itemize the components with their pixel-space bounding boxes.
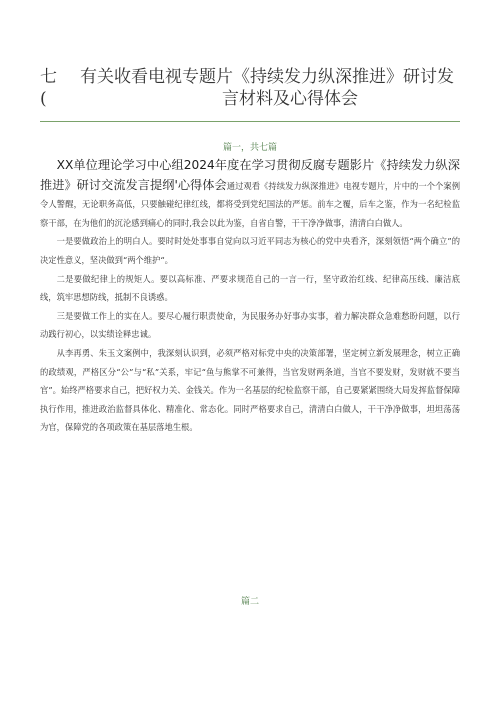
paragraph: 二是要做纪律上的规矩人。要以高标准、严要求规范自己的一言一行，坚守政治红线、纪律高压线、廉洁底线，筑牢思想防线，抵制不良诱惑。 <box>40 273 460 303</box>
title-prefix-line1: 七 <box>40 67 57 87</box>
article-heading: XX单位理论学习中心组2024年度在学习贯彻反腐专题影片《持续发力纵深推进》研讨交流发言提纲'心得体会 <box>40 158 460 192</box>
document-title <box>40 66 460 114</box>
paragraph: 三是要做工作上的实在人。要尽心履行职责使命，为民服务办好事办实事，着力解决群众急难愁盼问题，以行动践行初心，以实绩诠释忠诚。 <box>40 310 460 340</box>
title-divider <box>40 121 460 122</box>
paragraph-intro <box>40 156 460 232</box>
title-text <box>80 66 460 110</box>
document-body <box>40 156 460 437</box>
paragraph-intro-text: 通过观看《持续发力纵深推进》电视专题片，片中的一个个案例令人警醒，无论职务高低，只要触碰纪律红线，都将受到党纪国法的严惩。前车之覆，后车之鉴，作为一名纪检监察干部，在为他们的沉沦感到痛心的同时,我会以此为鉴，自省自警，干干净净做事，清清白白做人。 <box>40 180 460 228</box>
title-prefix <box>40 66 68 110</box>
paragraph: 从李再勇、朱玉文案例中，我深刻认识到，必须严格对标党中央的决策部署，坚定树立新发展理念，树立正确的政绩观，严格区分“公”与“私”关系，牢记“鱼与熊掌不可兼得，当官发财两条道，当官不要发财，发财就不要当官”。始终严格要求自己，把好权力关、金钱关。作为一名基层的纪检监察干部，自己要紧紧围绕大局发挥监督保障执行作用，推进政治监督具体化、精准化、常态化。同时严格要求自己，清清白白做人，干干净净做事，坦坦荡荡为官，保障党的各项政策在基层落地生根。 <box>40 347 460 433</box>
section-label-2: 篇二 <box>240 597 259 607</box>
section-label-1: 篇一，共七篇 <box>222 143 277 153</box>
title-prefix-line2: ( <box>40 89 47 109</box>
title-line2: 言材料及心得体会 <box>222 89 358 109</box>
title-line1: 有关收看电视专题片《持续发力纵深推进》研讨发 <box>80 67 454 87</box>
paragraph: 一是要做政治上的明白人。要时时处处事事自觉向以习近平同志为核心的党中央看齐，深刻领悟“两个确立”的决定性意义，坚决做到“两个维护“。 <box>40 236 460 265</box>
